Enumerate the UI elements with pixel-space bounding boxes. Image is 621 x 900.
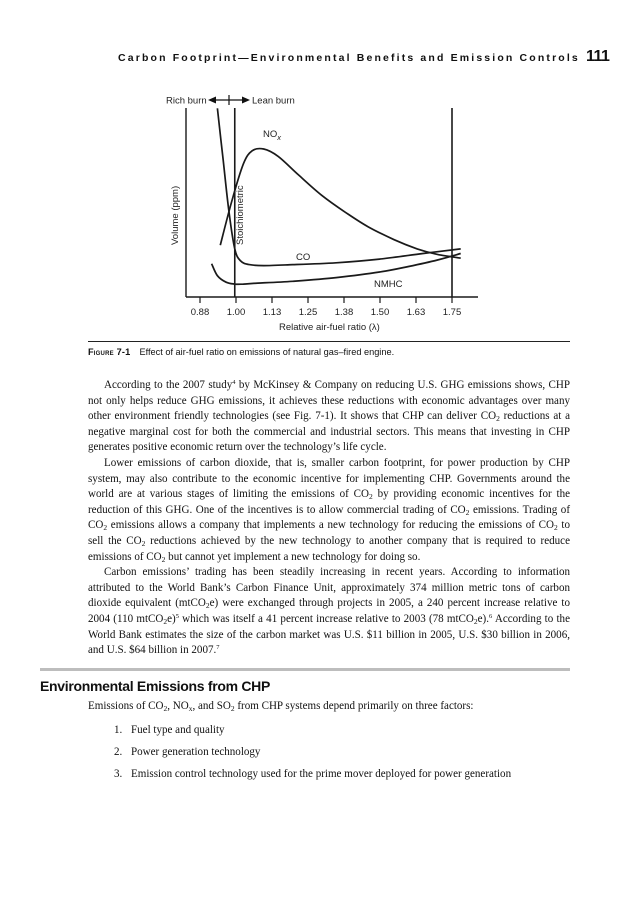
page-number: 111: [586, 48, 610, 65]
section-rule: [40, 668, 570, 671]
caption-rule: [88, 341, 570, 342]
section-intro: Emissions of $CO_2$, $NO_x$, and $SO_2$ from CHP systems depend primarily on three factors:: [88, 700, 474, 713]
x-tick-label: 1.13: [262, 307, 282, 318]
x-tick-label: 0.88: [190, 307, 210, 318]
x-tick-label: 1.50: [370, 307, 390, 318]
rich-burn-label: Rich burn: [166, 95, 207, 107]
section-title: Environmental Emissions from CHP: [40, 678, 271, 694]
x-tick-label: 1.00: [226, 307, 246, 318]
nox-series-label: $NO_x$: [263, 129, 281, 142]
x-tick-label: 1.25: [298, 307, 318, 318]
x-axis-label: Relative air-fuel ratio (λ): [279, 322, 380, 333]
emissions-chart: [0, 0, 621, 345]
x-tick-label: 1.63: [406, 307, 426, 318]
nmhc-curve: [212, 254, 461, 285]
y-axis-label: Volume (ppm): [170, 185, 181, 245]
list-item: 1. Fuel type and quality: [114, 724, 225, 736]
stoichiometric-label: Stoichiometric: [235, 185, 246, 245]
paragraph-3: Carbon emissions’ trading has been steadily increasing in recent years. According to information attributed to the World Bank’s Carbon Finance Unit, approximately 374 million metric tons of carbon dioxide equivalent (mtCO$_2$e) were exchanged through projects in 2005, a 240 percent increase relative to 2004 (110 mtCO$_2$e)$^5$ which was itself a 41 percent increase relative to 2003 (78 mtCO$_2$e).$^6$ According to the World Bank estimates the size of the carbon market was U.S. $11 billion in 2005, U.S. $30 billion in 2006, and U.S. $64 billion in 2007.$^7$: [88, 566, 570, 657]
x-tick-label: 1.38: [334, 307, 354, 318]
paragraph-2: Lower emissions of carbon dioxide, that is, smaller carbon footprint, for power production by CHP system, may also contribute to the economic incentive for implementing CHP. Governments around the world are at various stages of limiting the emissions of $CO_2$ by providing economic incentives for the reduction of this GHG. One of the incentives is to allow commercial trading of $CO_2$ emissions. Trading of $CO_2$ emissions allows a company that implements a new technology for reducing the emissions of $CO_2$ to sell the $CO_2$ reductions achieved by the new technology to another company that is required to reduce emissions of $CO_2$ but cannot yet implement a new technology for doing so.: [88, 456, 570, 564]
nmhc-series-label: NMHC: [374, 279, 403, 290]
running-head: Carbon Footprint—Environmental Benefits and Emission Controls: [118, 52, 580, 64]
co-curve: [217, 108, 460, 265]
co-series-label: CO: [296, 252, 311, 263]
body-text: [88, 378, 570, 659]
paragraph-1: According to the 2007 study$^4$ by McKinsey & Company on reducing U.S. GHG emissions shows, CHP not only helps reduce GHG emissions, it achieves these reductions with economic advantages over many other environment friendly technologies (see Fig. 7-1). It shows that CHP can deliver $CO_2$ reductions at a negative marginal cost for both the commercial and industrial sectors. This means that investing in CHP generates positive economic return over the technology’s life cycle.: [88, 379, 570, 454]
arrow-head-left: [208, 97, 216, 104]
lean-burn-label: Lean burn: [252, 95, 295, 107]
arrow-head-right: [242, 97, 250, 104]
figure-caption-text: Effect of air-fuel ratio on emissions of natural gas–fired engine.: [139, 347, 395, 357]
factor-list: [114, 723, 570, 790]
nox-curve: [220, 149, 460, 259]
figure-caption: [88, 347, 394, 357]
x-tick-label: 1.75: [442, 307, 462, 318]
list-item: 2. Power generation technology: [114, 746, 261, 759]
list-item: 3. Emission control technology used for the prime mover deployed for power generation: [114, 768, 512, 781]
figure-caption-label: Figure 7-1: [88, 347, 131, 357]
